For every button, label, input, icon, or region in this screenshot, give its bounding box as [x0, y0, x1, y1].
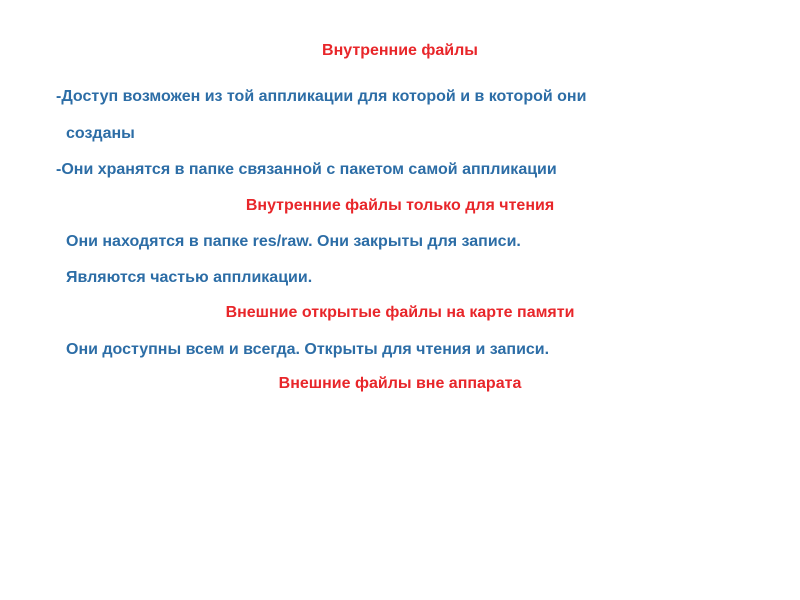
text-part-of-app: Являются частью аппликации.: [66, 269, 313, 286]
text-external-access: Они доступны всем и всегда. Открыты для чтения и записи.: [66, 341, 550, 358]
bullet-storage: -Они хранятся в папке связанной с пакетом самой аппликации: [56, 161, 557, 178]
bullet-access: -Доступ возможен из той аппликации для которой и в которой они: [56, 88, 587, 105]
text-res-raw: Они находятся в папке res/raw. Они закрыты для записи.: [66, 233, 521, 250]
heading-external-memory-card: Внешние открытые файлы на карте памяти: [225, 304, 575, 321]
heading-internal-readonly: Внутренние файлы только для чтения: [245, 197, 555, 214]
heading-internal-files: Внутренние файлы: [322, 42, 478, 59]
heading-external-outside-device: Внешние файлы вне аппарата: [278, 375, 522, 392]
bullet-access-continued: созданы: [66, 125, 135, 142]
